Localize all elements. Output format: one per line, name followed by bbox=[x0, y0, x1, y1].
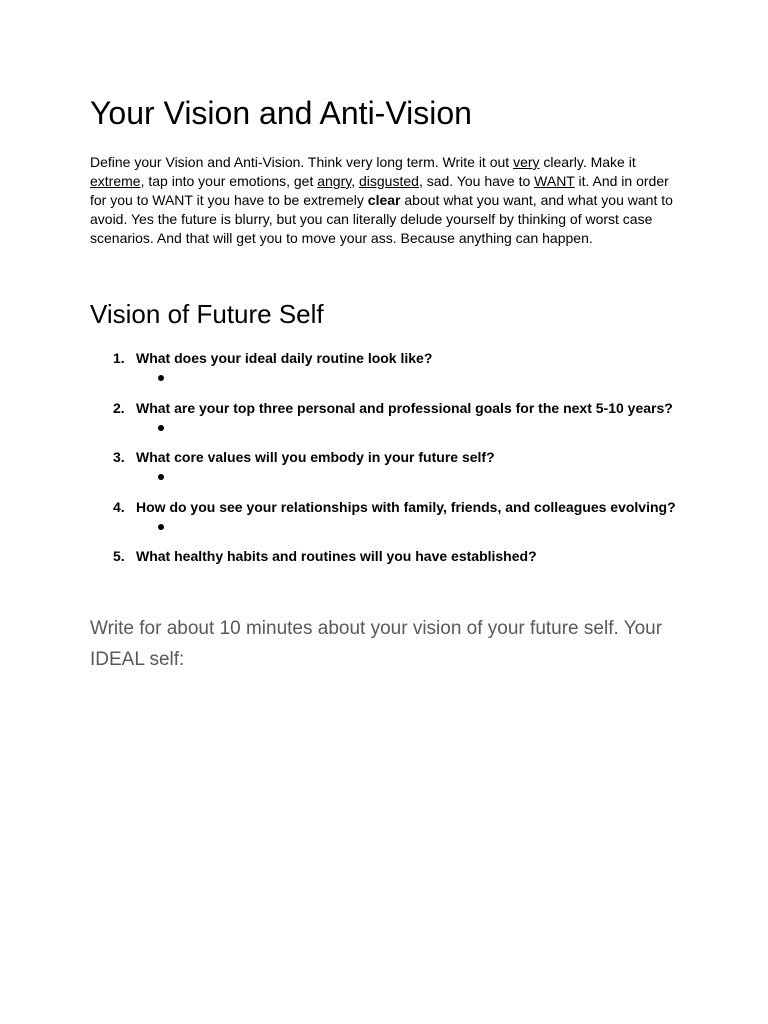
underlined-word-disgusted: disgusted bbox=[359, 173, 419, 189]
empty-bullet-icon bbox=[158, 474, 164, 480]
question-item bbox=[90, 498, 690, 548]
question-number: 2. bbox=[113, 399, 125, 416]
question-item bbox=[90, 399, 690, 449]
intro-text: it. And in order for you to WANT it you have to be extremely bbox=[90, 173, 669, 208]
empty-bullet-icon bbox=[158, 524, 164, 530]
question-item bbox=[90, 547, 690, 597]
question-text: How do you see your relationships with family, friends, and colleagues evolving? bbox=[136, 498, 676, 515]
question-number: 1. bbox=[113, 350, 125, 366]
intro-paragraph bbox=[90, 153, 680, 248]
bold-word-clear: clear bbox=[367, 192, 401, 208]
document-title: Your Vision and Anti-Vision bbox=[90, 95, 472, 131]
intro-text: clearly. Make it bbox=[539, 154, 636, 170]
question-item bbox=[90, 349, 690, 399]
question-text: What core values will you embody in your future self? bbox=[136, 449, 495, 465]
underlined-word-extreme: extreme bbox=[90, 173, 141, 189]
empty-bullet-icon bbox=[158, 375, 164, 381]
question-text: What healthy habits and routines will you have established? bbox=[136, 548, 537, 564]
empty-bullet-icon bbox=[158, 425, 164, 431]
intro-text: , sad. You have to bbox=[418, 173, 535, 189]
question-number: 3. bbox=[113, 449, 125, 465]
intro-text: about what you want, and what you want to avoid. Yes the future is blurry, but you can literally delude yourself by thinking of worst case scenarios. And that will get you to move your ass. Because anything can happen. bbox=[90, 192, 673, 246]
section-heading: Vision of Future Self bbox=[90, 299, 324, 329]
question-number: 4. bbox=[113, 498, 125, 515]
question-number: 5. bbox=[113, 548, 125, 564]
intro-text: Define your Vision and Anti-Vision. Think very long term. Write it out bbox=[90, 154, 514, 170]
question-text: What are your top three personal and professional goals for the next 5-10 years? bbox=[136, 399, 673, 416]
intro-text: , bbox=[351, 173, 359, 189]
question-text: What does your ideal daily routine look like? bbox=[136, 350, 433, 366]
question-item bbox=[90, 448, 690, 498]
underlined-word-very: very bbox=[513, 154, 540, 170]
question-list bbox=[90, 349, 690, 597]
underlined-word-want: WANT bbox=[534, 173, 575, 189]
writing-prompt: Write for about 10 minutes about your vision of your future self. Your IDEAL self: bbox=[90, 618, 663, 670]
intro-text: , tap into your emotions, get bbox=[140, 173, 318, 189]
underlined-word-angry: angry bbox=[317, 173, 352, 189]
